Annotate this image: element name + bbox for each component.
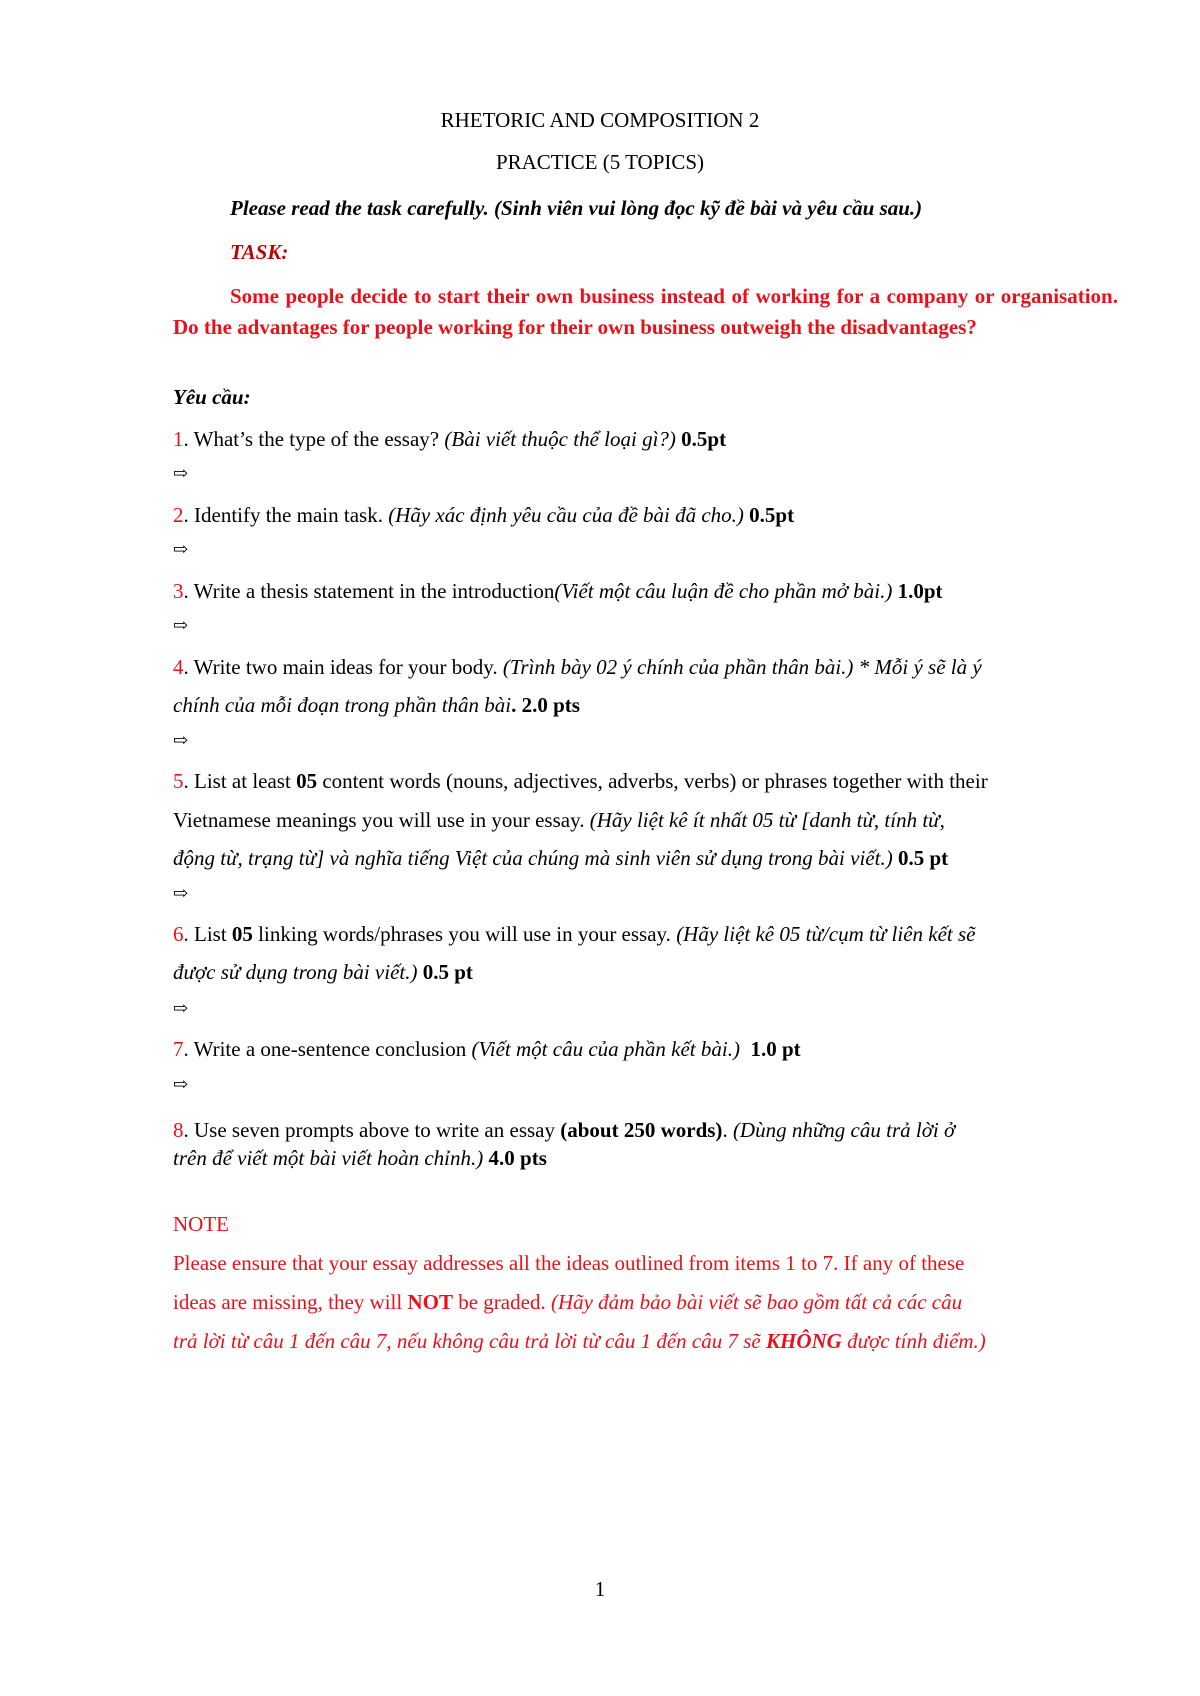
item-text: . List: [183, 922, 232, 946]
task-text: [173, 281, 1118, 343]
note-line-1: Please ensure that your essay addresses all the ideas outlined from items 1 to 7. If any of these: [173, 1251, 965, 1275]
item-vietnamese: (Viết một câu của phần kết bài.): [471, 1037, 740, 1061]
answer-arrow-icon: ⇨: [173, 539, 189, 559]
item-number: 4: [173, 655, 184, 679]
item-8-continued: [173, 1144, 547, 1172]
document-subtitle: PRACTICE (5 TOPICS): [495, 150, 705, 174]
page-number: 1: [594, 1577, 606, 1601]
item-count: 05: [231, 922, 253, 946]
item-5: [173, 767, 988, 795]
item-text: . Use seven prompts above to write an essay: [183, 1118, 561, 1142]
item-text: . Identify the main task.: [183, 503, 389, 527]
item-count: 05: [296, 769, 318, 793]
answer-arrow-icon: ⇨: [173, 883, 189, 903]
item-vietnamese: động từ, trạng từ] và nghĩa tiếng Việt của chúng mà sinh viên sử dụng trong bài viết.): [173, 846, 893, 870]
item-text: . Write a thesis statement in the introduction: [183, 579, 555, 603]
note-vietnamese: trả lời từ câu 1 đến câu 7, nếu không câu trả lời từ câu 1 đến câu 7 sẽ: [173, 1329, 766, 1353]
item-vietnamese: (Trình bày 02 ý chính của phần thân bài.) * Mỗi ý sẽ là ý: [502, 655, 982, 679]
item-points: 1.0pt: [892, 579, 943, 603]
item-number: 5: [173, 769, 184, 793]
item-text: . What’s the type of the essay?: [183, 427, 445, 451]
item-vietnamese: được sử dụng trong bài viết.): [173, 960, 418, 984]
item-text: linking words/phrases you will use in your essay.: [252, 922, 677, 946]
answer-arrow-icon: ⇨: [173, 1074, 189, 1094]
item-vietnamese: (Hãy xác định yêu cầu của đề bài đã cho.): [388, 503, 744, 527]
item-points: 1.0 pt: [739, 1037, 801, 1061]
item-number: 2: [173, 503, 184, 527]
note-emphasis: KHÔNG: [765, 1329, 842, 1353]
item-points: 4.0 pts: [483, 1146, 547, 1170]
note-emphasis: NOT: [407, 1290, 453, 1314]
item-number: 7: [173, 1037, 184, 1061]
item-number: 8: [173, 1118, 184, 1142]
answer-arrow-icon: ⇨: [173, 730, 189, 750]
task-statement: Some people decide to start their own business instead of working for a company or organisation. Do the advantages for people working for their own business outweigh the disadvantages?: [173, 284, 1118, 339]
item-number: 6: [173, 922, 184, 946]
item-vietnamese: (Hãy liệt kê ít nhất 05 từ [danh từ, tính từ,: [589, 808, 945, 832]
item-points: 0.5 pt: [417, 960, 473, 984]
item-vietnamese: trên để viết một bài viết hoàn chỉnh.): [173, 1146, 484, 1170]
note-text: ideas are missing, they will: [173, 1290, 408, 1314]
item-text: content words (nouns, adjectives, adverbs, verbs) or phrases together with their: [317, 769, 988, 793]
item-4-continued: [173, 691, 580, 719]
item-5-continued-2: [173, 844, 948, 872]
item-text: .: [722, 1118, 733, 1142]
item-5-continued: [173, 806, 945, 834]
note-label: NOTE: [173, 1212, 229, 1236]
item-points: 0.5 pt: [892, 846, 949, 870]
item-points: 0.5pt: [743, 503, 795, 527]
item-vietnamese: (Hãy liệt kê 05 từ/cụm từ liên kết sẽ: [676, 922, 976, 946]
document-title: RHETORIC AND COMPOSITION 2: [440, 108, 760, 132]
item-text: . List at least: [183, 769, 297, 793]
item-4: [173, 653, 982, 681]
item-text: . Write a one-sentence conclusion: [183, 1037, 472, 1061]
item-vietnamese: chính của mỗi đoạn trong phần thân bài: [173, 693, 512, 717]
item-vietnamese: (Bài viết thuộc thể loại gì?): [444, 427, 676, 451]
note-line-2: [173, 1288, 962, 1316]
item-6: [173, 920, 976, 948]
item-6-continued: [173, 958, 473, 986]
answer-arrow-icon: ⇨: [173, 998, 189, 1018]
answer-arrow-icon: ⇨: [173, 615, 189, 635]
item-vietnamese: (Viết một câu luận đề cho phần mở bài.): [554, 579, 893, 603]
item-points: 0.5pt: [675, 427, 727, 451]
item-1: [173, 425, 726, 453]
item-8: [173, 1116, 955, 1144]
item-word-count: (about 250 words): [560, 1118, 723, 1142]
task-label: TASK:: [230, 240, 289, 264]
item-points: . 2.0 pts: [511, 693, 580, 717]
item-number: 3: [173, 579, 184, 603]
note-text: be graded.: [452, 1290, 551, 1314]
item-2: [173, 501, 794, 529]
note-vietnamese: được tính điểm.): [841, 1329, 986, 1353]
item-text: . Write two main ideas for your body.: [183, 655, 503, 679]
instruction-text: Please read the task carefully. (Sinh viên vui lòng đọc kỹ đề bài và yêu cầu sau.): [230, 196, 923, 220]
item-text: Vietnamese meanings you will use in your essay.: [173, 808, 590, 832]
item-number: 1: [173, 427, 184, 451]
item-vietnamese: (Dùng những câu trả lời ở: [732, 1118, 956, 1142]
item-3: [173, 577, 943, 605]
note-line-3: [173, 1327, 986, 1355]
item-7: [173, 1035, 801, 1063]
requirements-label: Yêu cầu:: [173, 385, 251, 409]
answer-arrow-icon: ⇨: [173, 463, 189, 483]
note-vietnamese: (Hãy đảm bảo bài viết sẽ bao gồm tất cả các câu: [550, 1290, 963, 1314]
